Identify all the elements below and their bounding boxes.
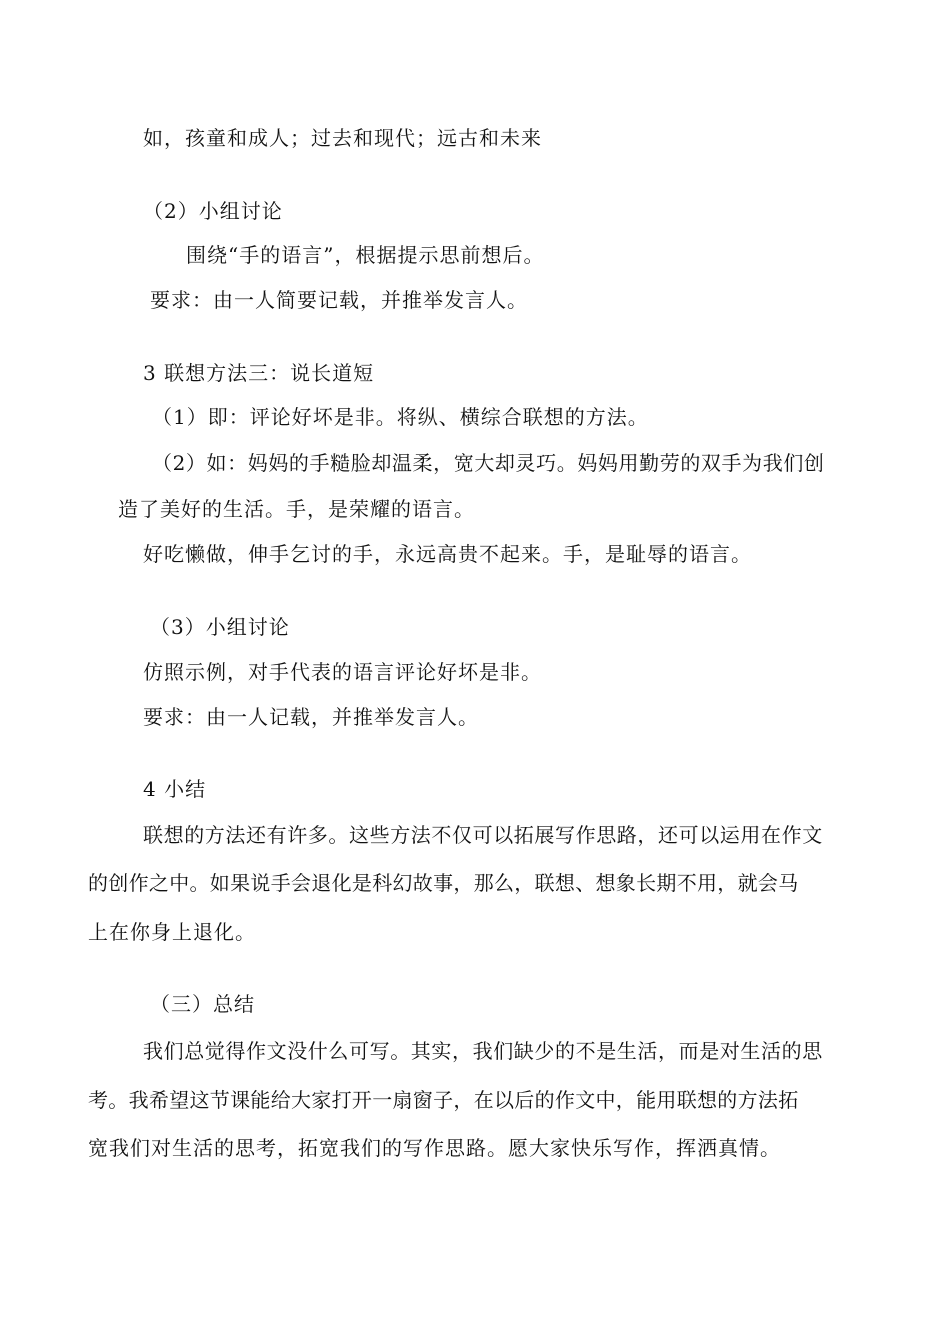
paragraph-line: 好吃懒做，伸手乞讨的手，永远高贵不起来。手，是耻辱的语言。 xyxy=(143,542,752,566)
section-heading: （三）总结 xyxy=(150,992,255,1016)
paragraph-line: 要求：由一人记载，并推举发言人。 xyxy=(143,705,479,729)
section-heading: （3）小组讨论 xyxy=(150,615,290,639)
section-heading: （2）小组讨论 xyxy=(143,199,283,223)
paragraph-line: 宽我们对生活的思考，拓宽我们的写作思路。愿大家快乐写作，挥洒真情。 xyxy=(88,1136,781,1160)
paragraph-line: 围绕“手的语言”，根据提示思前想后。 xyxy=(186,243,545,267)
paragraph-line: 上在你身上退化。 xyxy=(88,920,256,944)
paragraph-line: 联想的方法还有许多。这些方法不仅可以拓展写作思路，还可以运用在作文 xyxy=(143,823,823,847)
paragraph-line: （2）如：妈妈的手糙脸却温柔，宽大却灵巧。妈妈用勤劳的双手为我们创 xyxy=(152,451,825,475)
paragraph-line: 考。我希望这节课能给大家打开一扇窗子，在以后的作文中，能用联想的方法拓 xyxy=(88,1088,799,1112)
paragraph-line: 要求：由一人简要记载，并推举发言人。 xyxy=(150,288,528,312)
section-heading: 4 小结 xyxy=(143,777,207,801)
paragraph-line: （1）即：评论好坏是非。将纵、横综合联想的方法。 xyxy=(152,405,649,429)
paragraph-line: 的创作之中。如果说手会退化是科幻故事，那么，联想、想象长期不用，就会马 xyxy=(88,871,799,895)
section-heading: 3 联想方法三：说长道短 xyxy=(143,361,375,385)
paragraph-line: 造了美好的生活。手，是荣耀的语言。 xyxy=(118,497,475,521)
paragraph-line: 仿照示例，对手代表的语言评论好坏是非。 xyxy=(143,660,542,684)
paragraph-line: 如，孩童和成人；过去和现代；远古和未来 xyxy=(143,126,542,150)
paragraph-line: 我们总觉得作文没什么可写。其实，我们缺少的不是生活，而是对生活的思 xyxy=(143,1039,823,1063)
